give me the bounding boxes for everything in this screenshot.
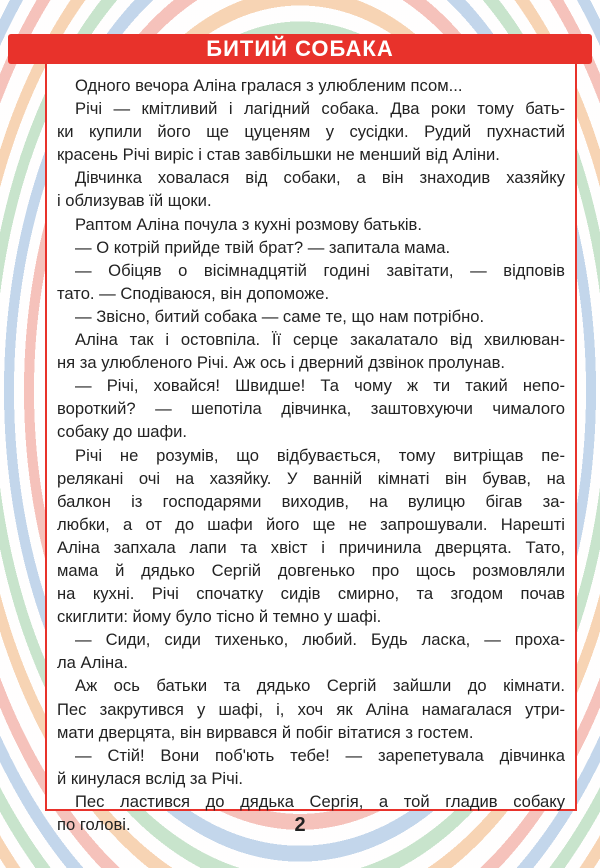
paragraph bbox=[57, 236, 565, 259]
paragraph bbox=[57, 628, 565, 674]
text-line: і облизував їй щоки. bbox=[57, 191, 212, 211]
text-line: Дівчинка ховалася від собаки, а він знаходив хазяйку bbox=[75, 168, 565, 188]
paragraph bbox=[57, 259, 565, 305]
title-banner bbox=[8, 34, 592, 64]
text-line: — О котрій прийде твій брат? — запитала мама. bbox=[75, 237, 451, 257]
text-line: — Обіцяв о вісімнадцятій годині завітати, — відповів bbox=[75, 260, 565, 280]
text-line: ки купили його ще цуценям у сусідки. Рудий пухнастий bbox=[57, 122, 565, 142]
text-line: — Звісно, битий собака — саме те, що нам потрібно. bbox=[75, 306, 485, 326]
text-line: на кухні. Річі спочатку сидів смирно, та згодом почав bbox=[57, 584, 565, 604]
text-line: мати дверцята, він вирвався й побіг вітатися з гостем. bbox=[57, 722, 474, 742]
text-line: — Стій! Вони поб'ють тебе! — зарепетувала дівчинка bbox=[75, 745, 565, 765]
text-line: мама й дядько Сергій довгенько про щось розмовляли bbox=[57, 560, 565, 580]
text-line: ня за улюбленого Річі. Аж ось і дверний дзвінок пролунав. bbox=[57, 353, 506, 373]
text-line: Пес закрутився у шафі, і, хоч як Аліна намагалася утри- bbox=[57, 699, 565, 719]
story-text-box bbox=[45, 64, 577, 834]
text-line: — Річі, ховайся! Швидше! Та чому ж ти такий непо- bbox=[75, 376, 565, 396]
page-number: 2 bbox=[294, 814, 306, 836]
text-line: вороткий? — шепотіла дівчинка, заштовхуючи чималого bbox=[57, 399, 565, 419]
text-line: релякані очі на хазяйку. У ванній кімнаті він бував, на bbox=[57, 468, 565, 488]
text-line: балкон із господарями виходив, на вулицю бігав за- bbox=[57, 491, 565, 511]
text-line: Раптом Аліна почула з кухні розмову батьків. bbox=[75, 214, 422, 234]
text-line: собаку до шафи. bbox=[57, 422, 188, 442]
text-line: — Сиди, сиди тихенько, любий. Будь ласка, — проха- bbox=[75, 630, 565, 650]
paragraph bbox=[57, 328, 565, 374]
text-line: Пес ластився до дядька Сергія, а той гладив собаку bbox=[75, 791, 565, 811]
paragraph bbox=[57, 74, 565, 97]
story-title: БИТИЙ СОБАКА bbox=[206, 36, 394, 61]
text-line: тато. — Сподіваюся, він допоможе. bbox=[57, 283, 330, 303]
text-line: й кинулася вслід за Річі. bbox=[57, 768, 244, 788]
text-line: Річі — кмітливий і лагідний собака. Два роки тому бать- bbox=[75, 99, 565, 119]
text-line: красень Річі виріс і став завбільшки не менший від Аліни. bbox=[57, 145, 500, 165]
text-line: Аж ось батьки та дядько Сергій зайшли до кімнати. bbox=[75, 676, 565, 696]
text-line: Аліна запхала лапи та хвіст і причинила дверцята. Тато, bbox=[57, 537, 565, 557]
paragraph bbox=[57, 444, 565, 629]
paragraph bbox=[57, 374, 565, 443]
text-line: по голові. bbox=[57, 815, 131, 834]
paragraph bbox=[57, 305, 565, 328]
text-line: скиглити: йому було тісно й темно у шафі. bbox=[57, 607, 382, 627]
paragraph bbox=[57, 744, 565, 790]
text-line: Річі не розумів, що відбувається, тому витріщав пе- bbox=[75, 445, 565, 465]
text-line: ла Аліна. bbox=[57, 653, 128, 673]
paragraph bbox=[57, 97, 565, 166]
text-line: любки, а от до шафи його ще не запрошували. Нарешті bbox=[57, 514, 565, 534]
text-line: Одного вечора Аліна гралася з улюбленим псом... bbox=[75, 76, 463, 95]
paragraph bbox=[57, 213, 565, 236]
paragraph bbox=[57, 166, 565, 212]
paragraph bbox=[57, 674, 565, 743]
text-line: Аліна так і остовпіла. Її серце закалатало від хвилюван- bbox=[75, 330, 565, 350]
